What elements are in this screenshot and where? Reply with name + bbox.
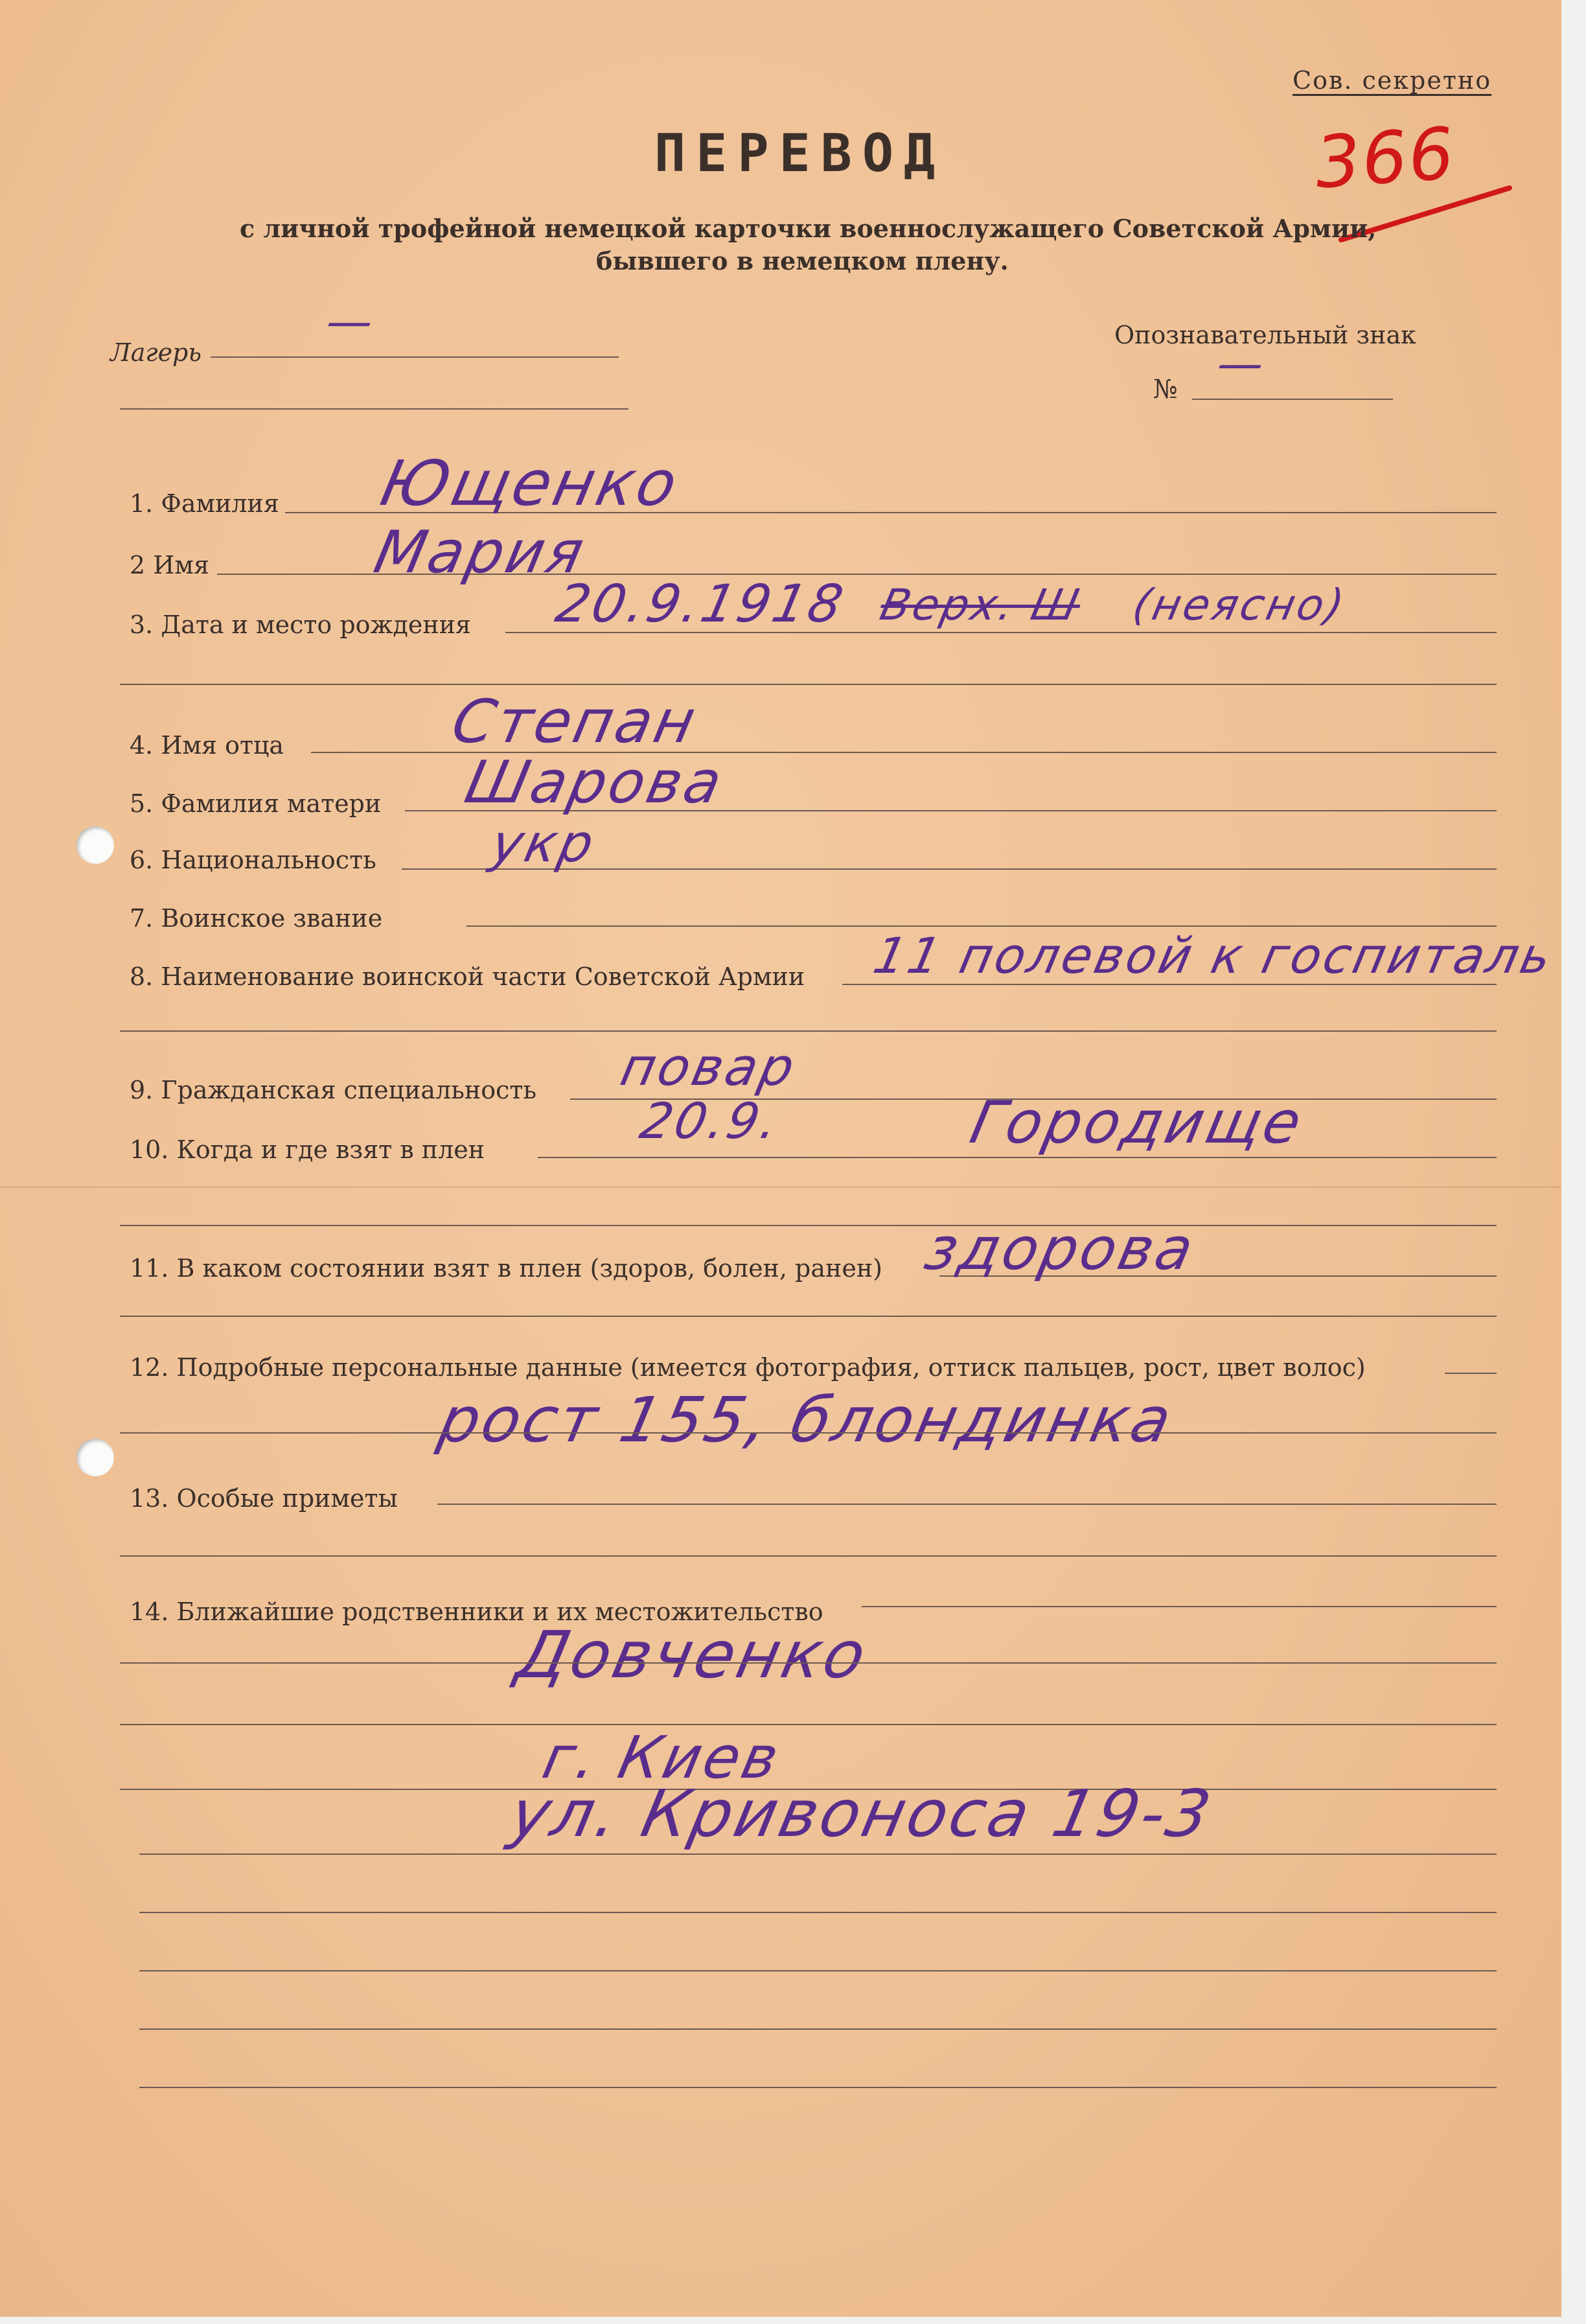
field-12-line (1445, 1373, 1497, 1374)
field-14-line-7 (139, 1970, 1497, 1971)
subtitle-line-2: бывшего в немецком плену. (596, 246, 1009, 275)
id-tag-value: — (1212, 337, 1272, 390)
camp-value: — (321, 295, 381, 348)
field-11-line-2 (120, 1316, 1497, 1317)
field-2-value: Мария (368, 518, 592, 587)
field-3-date: 20.9.1918 (551, 574, 851, 634)
field-11-label: 11. В каком состоянии взят в плен (здоров, болен, ранен) (130, 1254, 882, 1283)
id-tag-line (1192, 399, 1393, 400)
field-14-line-3 (120, 1724, 1497, 1725)
id-tag-label: Опознавательный знак (1114, 321, 1416, 349)
field-10-label: 10. Когда и где взят в плен (130, 1135, 485, 1164)
camp-line-2 (120, 408, 628, 410)
field-10-line-2 (120, 1225, 1497, 1226)
subtitle-line-1: с личной трофейной немецкой карточки военнослужащего Советской Армии, (240, 214, 1377, 243)
field-14-line-5 (139, 1853, 1497, 1855)
field-14-label: 14. Ближайшие родственники и их местожительство (130, 1598, 823, 1626)
field-14-line-2 (120, 1662, 1497, 1664)
field-14-line-6 (139, 1912, 1497, 1913)
field-3-place-note: (неясно) (1128, 580, 1351, 630)
field-3-line-2 (120, 684, 1497, 685)
field-10-line (538, 1157, 1497, 1158)
camp-line (211, 356, 619, 358)
field-8-label: 8. Наименование воинской части Советской Армии (130, 962, 805, 991)
document-number: 366 (1312, 111, 1458, 205)
field-8-value: 11 полевой к госпиталь (868, 927, 1559, 984)
punch-hole (76, 1439, 114, 1476)
field-14-street: ул. Кривоноса 19-3 (503, 1776, 1220, 1852)
id-tag-number-label: № (1153, 375, 1178, 404)
field-14-city: г. Киев (536, 1724, 787, 1792)
field-6-value: укр (486, 813, 602, 874)
classification-stamp: Сов. секретно (1293, 66, 1492, 95)
field-8-line-2 (120, 1030, 1497, 1032)
punch-hole (76, 826, 114, 864)
field-14-line-8 (139, 2028, 1497, 2030)
field-12-line-2 (120, 1432, 1497, 1434)
field-1-label: 1. Фамилия (130, 489, 279, 518)
field-11-value: здорова (919, 1215, 1202, 1283)
field-4-label: 4. Имя отца (130, 731, 284, 760)
field-1-value: Ющенко (374, 447, 686, 520)
camp-label: Лагерь (110, 338, 202, 367)
field-4-value: Степан (446, 687, 704, 756)
field-14-line-9 (139, 2087, 1497, 2088)
field-5-label: 5. Фамилия матери (130, 789, 382, 818)
field-9-value: повар (615, 1037, 803, 1097)
field-14-name: Довченко (510, 1617, 875, 1693)
field-5-value: Шарова (459, 749, 730, 817)
field-9-label: 9. Гражданская специальность (130, 1076, 537, 1104)
field-13-line (437, 1504, 1497, 1505)
page-title: ПЕРЕВОД (654, 123, 946, 183)
field-3-place-struck: Верх. Ш (875, 580, 1086, 630)
field-7-label: 7. Воинское звание (130, 904, 383, 933)
field-12-label: 12. Подробные персональные данные (имеется фотография, оттиск пальцев, рост, цвет волос) (130, 1353, 1366, 1382)
field-14-line (862, 1606, 1497, 1607)
field-2-label: 2 Имя (130, 551, 209, 579)
fold-crease (0, 1186, 1561, 1188)
field-6-label: 6. Национальность (130, 846, 376, 874)
field-10-place: Городище (964, 1089, 1310, 1157)
field-13-label: 13. Особые приметы (130, 1484, 398, 1513)
field-13-line-2 (120, 1555, 1497, 1557)
field-3-label: 3. Дата и место рождения (130, 610, 472, 639)
field-12-value: рост 155, блондинка (433, 1384, 1180, 1456)
field-10-date: 20.9. (635, 1092, 786, 1150)
